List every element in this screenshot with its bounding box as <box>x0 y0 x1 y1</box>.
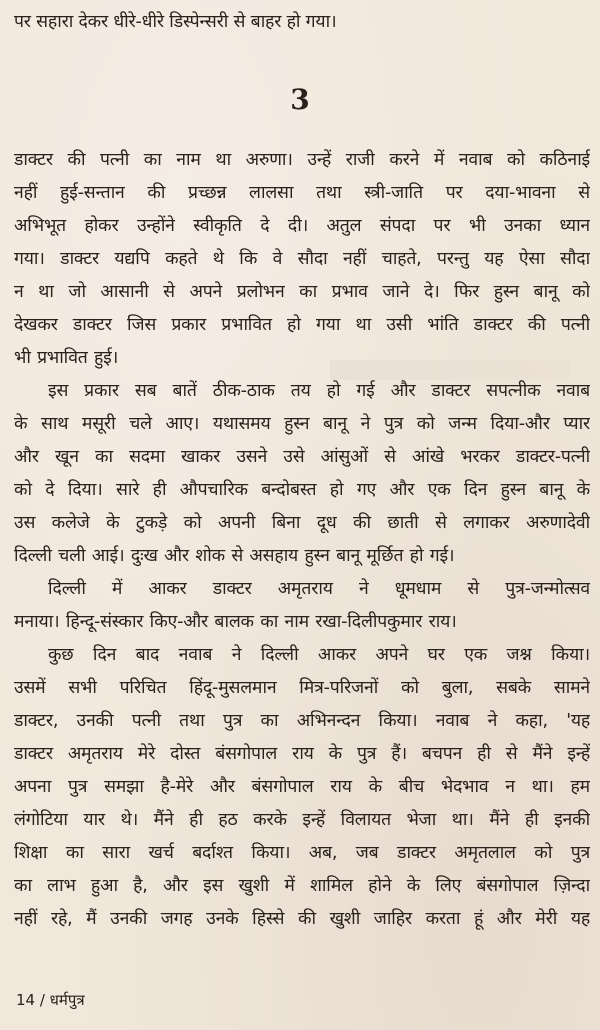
text-line: अभिभूत होकर उन्होंने स्वीकृति दे दी। अतुल संपदा पर भी उनका ध्यान <box>14 216 590 236</box>
text-line: नहीं रहे, मैं उनकी जगह उनके हिस्से की खुशी जाहिर करता हूं और मेरी यह <box>14 909 590 929</box>
text-line: कुछ दिन बाद नवाब ने दिल्ली आकर अपने घर एक जश्न किया। <box>48 645 590 665</box>
page-footer: 14 / धर्मपुत्र <box>16 991 85 1009</box>
text-line: न था जो आसानी से अपने प्रलोभन का प्रभाव जाने दे। फिर हुस्न बानू को <box>14 282 590 302</box>
text-line: मनाया। हिन्दू-संस्कार किए-और बालक का नाम रखा-दिलीपकुमार राय। <box>14 612 457 632</box>
text-line: को दे दिया। सारे ही औपचारिक बन्दोबस्त हो गए और एक दिन हुस्न बानू के <box>14 480 590 500</box>
text-line: उसमें सभी परिचित हिंदू-मुसलमान मित्र-परिजनों को बुला, सबके सामने <box>14 678 590 698</box>
text-line: इस प्रकार सब बातें ठीक-ठाक तय हो गई और डाक्टर सपत्नीक नवाब <box>48 381 590 401</box>
text-line: के साथ मसूरी चले आए। यथासमय हुस्न बानू ने पुत्र को जन्म दिया-और प्यार <box>14 414 590 434</box>
text-line: दिल्ली में आकर डाक्टर अमृतराय ने धूमधाम से पुत्र-जन्मोत्सव <box>48 579 590 599</box>
text-line: लंगोटिया यार थे। मैंने ही हठ करके इन्हें विलायत भेजा था। मैंने ही इनकी <box>14 810 590 830</box>
top-line: पर सहारा देकर धीरे-धीरे डिस्पेन्सरी से बाहर हो गया। <box>14 12 337 32</box>
text-line: डाक्टर, उनकी पत्नी तथा पुत्र का अभिनन्दन किया। नवाब ने कहा, 'यह <box>14 711 590 731</box>
chapter-number: 3 <box>290 83 310 116</box>
text-line: डाक्टर अमृतराय मेरे दोस्त बंसगोपाल राय के पुत्र हैं। बचपन ही से मैंने इन्हें <box>14 744 590 764</box>
text-line: भी प्रभावित हुई। <box>14 348 119 368</box>
text-line: उस कलेजे के टुकड़े को अपनी बिना दूध की छाती से लगाकर अरुणादेवी <box>14 513 590 533</box>
text-line: दिल्ली चली आई। दुःख और शोक से असहाय हुस्न बानू मूर्छित हो गई। <box>14 546 455 566</box>
paragraph-3 <box>14 573 590 639</box>
text-line: शिक्षा का सारा खर्च बर्दाश्त किया। अब, जब डाक्टर अमृतलाल को पुत्र <box>14 843 590 863</box>
text-line: और खून का सदमा खाकर उसने उसे आंसुओं से आंखे भरकर डाक्टर-पत्नी <box>14 447 590 467</box>
paragraph-4 <box>14 639 590 936</box>
text-line: गया। डाक्टर यद्यपि कहते थे कि वे सौदा नहीं चाहते, परन्तु यह ऐसा सौदा <box>14 249 590 269</box>
text-line: डाक्टर की पत्नी का नाम था अरुणा। उन्हें राजी करने में नवाब को कठिनाई <box>14 150 590 170</box>
text-line: देखकर डाक्टर जिस प्रकार प्रभावित हो गया था उसी भांति डाक्टर की पत्नी <box>14 315 590 335</box>
paragraph-1 <box>14 144 590 375</box>
text-line: का लाभ हुआ है, और इस खुशी में शामिल होने के लिए बंसगोपाल ज़िन्दा <box>14 876 590 896</box>
paragraph-2 <box>14 375 590 573</box>
text-line: अपना पुत्र समझा है-मेरे और बंसगोपाल राय के बीच भेदभाव न था। हम <box>14 777 590 797</box>
text-line: नहीं हुई-सन्तान की प्रच्छन्न लालसा तथा स्त्री-जाति पर दया-भावना से <box>14 183 590 203</box>
